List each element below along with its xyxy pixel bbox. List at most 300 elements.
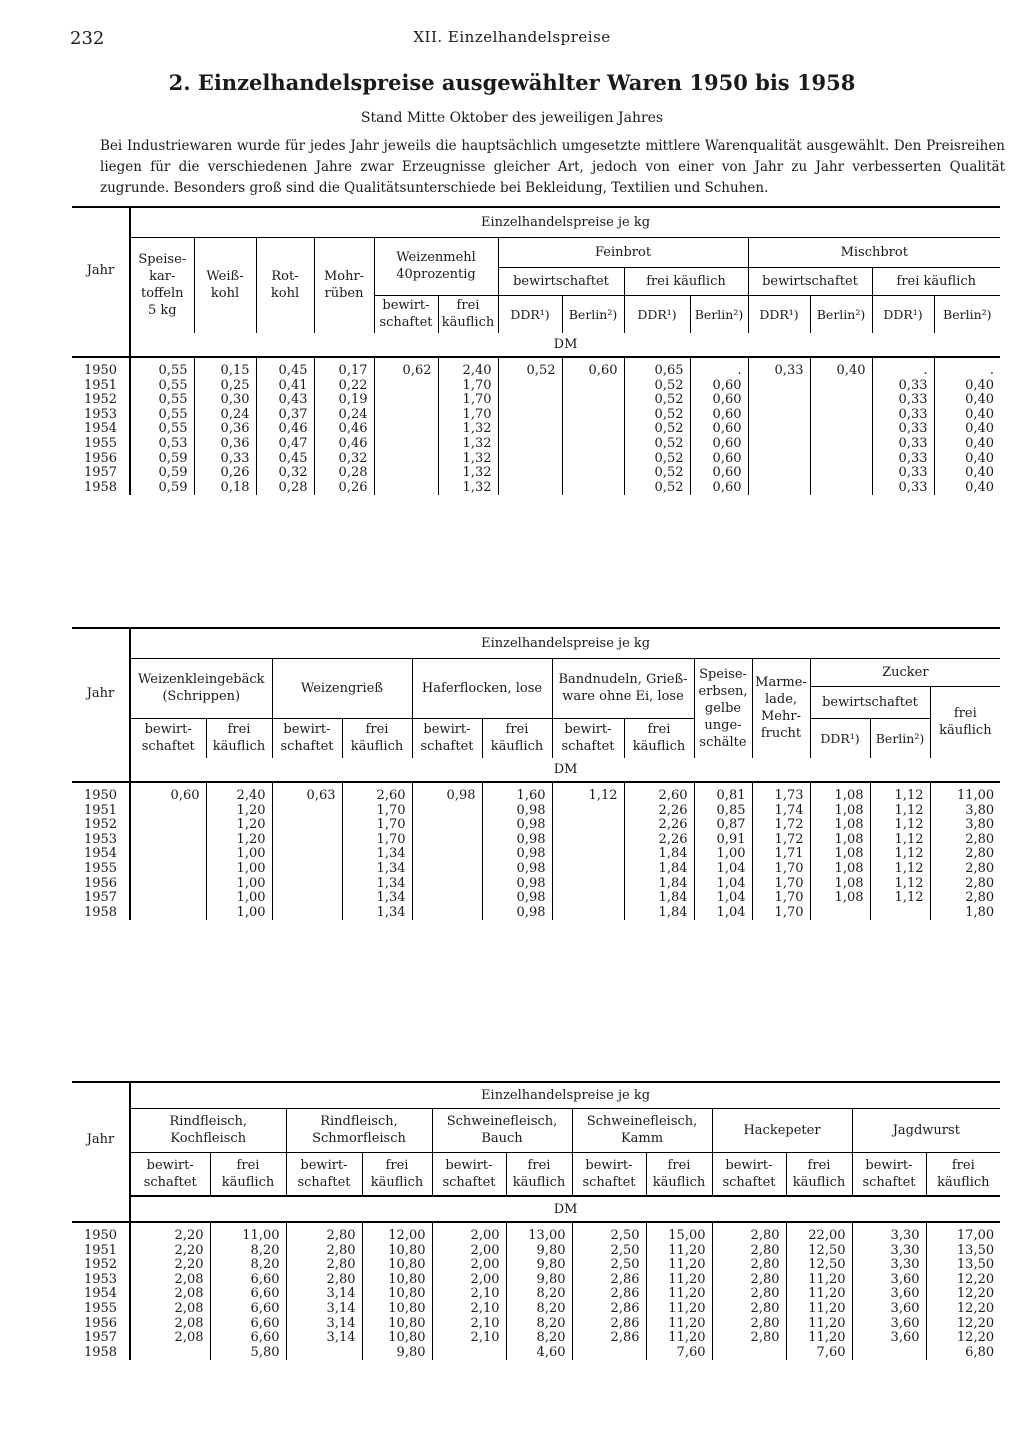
table-cell: 0,59 — [158, 479, 188, 495]
table-cell: 0,60 — [712, 421, 742, 437]
frei-label: frei — [385, 1157, 409, 1173]
table-cell: 0,98 — [446, 788, 476, 803]
table-cell: 10,80 — [388, 1330, 426, 1346]
table-cell: 12,50 — [808, 1257, 846, 1273]
table-cell: 1,20 — [236, 802, 266, 818]
table-cell: 1953 — [83, 831, 118, 847]
table-cell: 0,40 — [965, 377, 995, 393]
table-cell: 2,80 — [965, 831, 995, 847]
feinbrot-bew-berlin-header: Berlin²) — [562, 295, 624, 333]
table-cell: 6,60 — [250, 1286, 280, 1302]
frei-label: frei — [236, 1157, 260, 1173]
table-cell: 11,20 — [668, 1257, 706, 1273]
bewirt-label: bewirt- — [585, 1157, 633, 1173]
table-cell: 1,04 — [716, 904, 746, 920]
table-cell: 1952 — [83, 392, 118, 408]
table-cell: 1,08 — [834, 875, 864, 891]
zucker-ddr-header: DDR¹) — [810, 718, 870, 758]
table-cell: 2,80 — [750, 1286, 780, 1302]
table-cell: 0,87 — [716, 817, 746, 833]
table-cell: 1,70 — [462, 406, 492, 422]
table-cell: 1,32 — [462, 479, 492, 495]
table-cell: 4,60 — [536, 1344, 566, 1360]
table-meat — [72, 1081, 1000, 1360]
table-cell: 0,52 — [654, 392, 684, 408]
frei-label: frei — [527, 1157, 551, 1173]
table-cell: 0,59 — [158, 450, 188, 466]
table-cell: 0,52 — [654, 377, 684, 393]
table-cell: 0,33 — [898, 377, 928, 393]
schaftet-label: schaftet — [722, 1174, 776, 1190]
table-cell: 1,84 — [658, 890, 688, 906]
feinbrot-bew-ddr-header: DDR¹) — [498, 295, 562, 333]
table-cell: 5,80 — [250, 1344, 280, 1360]
weizengriess-header: Weizengrieß — [272, 658, 412, 718]
table-cell: 0,98 — [516, 875, 546, 891]
kaeuflich-label: käuflich — [937, 1174, 990, 1190]
table-cell: 1,12 — [588, 788, 618, 803]
table-cell: 0,22 — [338, 377, 368, 393]
weizenmehl-kaeuflich-label: käuflich — [441, 315, 495, 331]
table-cell: 6,60 — [250, 1330, 280, 1346]
table-cell: 1,12 — [894, 846, 924, 862]
table-cell: 3,60 — [890, 1330, 920, 1346]
table-cell: 1,08 — [834, 846, 864, 862]
data-column — [694, 782, 752, 920]
table-cell: 1,12 — [894, 817, 924, 833]
table-cell: 1,00 — [236, 846, 266, 862]
bewirt-label: bewirt- — [300, 1157, 348, 1173]
table-cell: 7,60 — [676, 1344, 706, 1360]
data-column — [412, 782, 482, 920]
table-cell: 2,60 — [376, 788, 406, 803]
table-cell: 13,50 — [956, 1257, 995, 1273]
table-cell: 0,46 — [278, 421, 308, 437]
table-cell: 1,60 — [516, 788, 546, 803]
table-cell: 1,34 — [376, 904, 406, 920]
data-column — [438, 357, 498, 495]
kaeuflich-label: käuflich — [212, 739, 266, 755]
table-cell: 10,80 — [388, 1242, 426, 1258]
mischbrot-bew-ddr-header: DDR¹) — [748, 295, 810, 333]
table-cell: 0,28 — [278, 479, 308, 495]
table-cell: 0,55 — [158, 392, 188, 408]
schaftet-label: schaftet — [297, 1174, 351, 1190]
data-column — [624, 357, 690, 495]
table-cell: 0,53 — [158, 435, 188, 451]
table-cell: 0,63 — [306, 788, 336, 803]
table-cell: 0,98 — [516, 831, 546, 847]
table-cell: 9,80 — [536, 1271, 566, 1287]
mischbrot-header: Mischbrot — [748, 237, 1000, 267]
kaeuflich-label: käuflich — [490, 739, 544, 755]
bewirt-label: bewirt- — [283, 722, 331, 738]
bewirt-label: bewirt- — [144, 722, 192, 738]
data-column — [786, 1222, 852, 1360]
zucker-frei-label: frei — [953, 706, 977, 722]
table-cell: 0,98 — [516, 802, 546, 818]
table-cell: 1954 — [83, 421, 118, 437]
table-cell: 2,40 — [462, 363, 492, 378]
data-column — [286, 1222, 362, 1360]
data-column — [934, 357, 1000, 495]
kaeuflich-label: käuflich — [512, 1174, 566, 1190]
table-cell: 2,26 — [658, 817, 688, 833]
table-cell: 11,20 — [808, 1330, 846, 1346]
table-cell: 0,17 — [338, 363, 368, 378]
table-cell: 11,20 — [808, 1315, 846, 1331]
table-cell: 1,80 — [965, 904, 995, 920]
data-column — [872, 357, 934, 495]
page-number: 232 — [70, 28, 105, 49]
table-cell: 0,52 — [654, 421, 684, 437]
kaeuflich-label: käuflich — [632, 739, 686, 755]
dm-unit-label: DM — [130, 758, 1000, 782]
table-cell: 1,71 — [774, 846, 804, 862]
table-cell: 2,86 — [610, 1286, 640, 1302]
page-title: 2. Einzelhandelspreise ausgewählter Waren 1950 bis 1958 — [168, 70, 856, 95]
table-cell: 1,00 — [236, 904, 266, 920]
table-cell: 0,33 — [220, 450, 250, 466]
table-cell: 2,26 — [658, 802, 688, 818]
table-cell: 0,47 — [278, 435, 308, 451]
table-cell: 0,46 — [338, 435, 368, 451]
table-cell: 0,98 — [516, 890, 546, 906]
data-column — [256, 357, 314, 495]
speiseerbsen-header: Speise- erbsen, gelbe unge- schälte — [694, 658, 752, 758]
table-cell: 1,70 — [376, 817, 406, 833]
table-cell: 0,52 — [654, 406, 684, 422]
table-cell: 11,00 — [956, 788, 995, 803]
table-cell: 1,84 — [658, 846, 688, 862]
rindfleisch-schmorfleisch-header: Rindfleisch, Schmorfleisch — [286, 1108, 432, 1152]
table-cell: 1953 — [83, 1271, 118, 1287]
speisekartoffeln-header: Speise- kar- toffeln 5 kg — [130, 237, 194, 333]
table-cell: 2,80 — [750, 1271, 780, 1287]
table-cell: 0,33 — [898, 435, 928, 451]
einzelhandelspreise-header: Einzelhandelspreise je kg — [130, 207, 1000, 237]
frei-label: frei — [365, 722, 389, 738]
table-cell: 0,60 — [712, 435, 742, 451]
table-cell: 9,80 — [536, 1242, 566, 1258]
table-cell: 1951 — [83, 1242, 118, 1258]
table-cell: 1955 — [83, 1300, 118, 1316]
table-cell: 1957 — [83, 465, 118, 481]
zucker-kaeuflich-label: käuflich — [939, 723, 992, 739]
table-cell: 6,60 — [250, 1315, 280, 1331]
table-cell: 1,32 — [462, 465, 492, 481]
table-cell: 0,19 — [338, 392, 368, 408]
table-cell: 0,33 — [774, 363, 804, 378]
schweinefleisch-kamm-header: Schweinefleisch, Kamm — [572, 1108, 712, 1152]
data-column — [362, 1222, 432, 1360]
table-cell: 10,80 — [388, 1286, 426, 1302]
table-cell: 3,14 — [326, 1315, 356, 1331]
table-cell: 1952 — [83, 817, 118, 833]
table-cell: 1,70 — [376, 802, 406, 818]
schaftet-label: schaftet — [420, 739, 474, 755]
year-column — [72, 1222, 130, 1360]
table-cell: 1,08 — [834, 831, 864, 847]
table-cell: 1,84 — [658, 875, 688, 891]
table-cell: 3,30 — [890, 1228, 920, 1243]
table-cell: 1,34 — [376, 860, 406, 876]
table-cell: 11,20 — [668, 1315, 706, 1331]
table-cell: 0,40 — [965, 435, 995, 451]
table-cell: 2,00 — [470, 1242, 500, 1258]
table-cell: 1,70 — [774, 860, 804, 876]
table-cell: 1,04 — [716, 860, 746, 876]
table-cell: 0,25 — [220, 377, 250, 393]
table-cell: 0,26 — [220, 465, 250, 481]
kaeuflich-label: käuflich — [350, 739, 404, 755]
table-cell: 0,98 — [516, 904, 546, 920]
data-column — [194, 357, 256, 495]
table-cell: 1,08 — [834, 817, 864, 833]
table-cell: 0,24 — [338, 406, 368, 422]
table-cell: 1957 — [83, 1330, 118, 1346]
table-cell: 1,34 — [376, 890, 406, 906]
frei-label: frei — [505, 722, 529, 738]
table-cell: 1951 — [83, 377, 118, 393]
bewirt-label: bewirt- — [146, 1157, 194, 1173]
table-cell: 3,14 — [326, 1330, 356, 1346]
table-cell: 0,43 — [278, 392, 308, 408]
table-cell: 13,50 — [956, 1242, 995, 1258]
kaeuflich-label: käuflich — [370, 1174, 424, 1190]
table-cell: 1958 — [83, 479, 118, 495]
table-cell: 12,20 — [956, 1315, 995, 1331]
bandnudeln-header: Bandnudeln, Grieß- ware ohne Ei, lose — [552, 658, 694, 718]
data-column — [810, 782, 870, 920]
table-cell: 8,20 — [536, 1315, 566, 1331]
data-column — [624, 782, 694, 920]
table-cell: 0,41 — [278, 377, 308, 393]
table-cell: 2,20 — [174, 1242, 204, 1258]
table-cell: 3,80 — [965, 802, 995, 818]
table-cell: 11,20 — [668, 1330, 706, 1346]
data-column — [432, 1222, 506, 1360]
table-cell: 1,70 — [462, 392, 492, 408]
table-cell: 1,84 — [658, 860, 688, 876]
table-cell: 3,60 — [890, 1286, 920, 1302]
table-cell: 11,20 — [668, 1300, 706, 1316]
bewirt-label: bewirt- — [865, 1157, 913, 1173]
table-cell: 3,30 — [890, 1242, 920, 1258]
table-cell: 1,12 — [894, 890, 924, 906]
table-cell: 2,80 — [326, 1242, 356, 1258]
table-cell: 3,80 — [965, 817, 995, 833]
table-cell: 2,80 — [750, 1257, 780, 1273]
data-column — [562, 357, 624, 495]
table-cell: 1958 — [83, 1344, 118, 1360]
table-cell: 2,20 — [174, 1257, 204, 1273]
table-cell: 1,73 — [774, 788, 804, 803]
year-column — [72, 782, 130, 920]
table-cell: 1,12 — [894, 788, 924, 803]
table-cell: 6,60 — [250, 1300, 280, 1316]
data-column — [926, 1222, 1000, 1360]
table-cell: 0,26 — [338, 479, 368, 495]
table-cell: 1,34 — [376, 875, 406, 891]
table-cell: 2,80 — [965, 860, 995, 876]
table-cell: 1,34 — [376, 846, 406, 862]
table-cell: . — [923, 363, 928, 378]
table-cell: 11,20 — [808, 1271, 846, 1287]
marmelade-header: Marme- lade, Mehr- frucht — [752, 658, 810, 758]
table-cell: 1,72 — [774, 831, 804, 847]
rindfleisch-kochfleisch-header: Rindfleisch, Kochfleisch — [130, 1108, 286, 1152]
table-cell: 12,20 — [956, 1271, 995, 1287]
table-cell: 1955 — [83, 435, 118, 451]
table-cell: 8,20 — [536, 1330, 566, 1346]
table-cell: 11,20 — [668, 1271, 706, 1287]
table-cell: 2,50 — [610, 1242, 640, 1258]
table-cell: 0,60 — [588, 363, 618, 378]
table-cell: 1,74 — [774, 802, 804, 818]
table-cell: 7,60 — [816, 1344, 846, 1360]
table-cell: 1,08 — [834, 788, 864, 803]
dm-unit-label: DM — [130, 1196, 1000, 1222]
table-cell: 0,81 — [716, 788, 746, 803]
table-cell: 1,00 — [236, 860, 266, 876]
table-cell: 1,12 — [894, 802, 924, 818]
table-cell: 2,00 — [470, 1257, 500, 1273]
table-cell: 1,04 — [716, 890, 746, 906]
feinbrot-frei-header: frei käuflich — [624, 267, 748, 295]
table-cell: 0,52 — [526, 363, 556, 378]
table-cell: 1,70 — [462, 377, 492, 393]
mohrrueben-header: Mohr- rüben — [314, 237, 374, 333]
mischbrot-frei-header: frei käuflich — [872, 267, 1000, 295]
bewirt-label: bewirt- — [423, 722, 471, 738]
table-cell: 2,80 — [750, 1315, 780, 1331]
data-column — [572, 1222, 646, 1360]
frei-label: frei — [227, 722, 251, 738]
kaeuflich-label: käuflich — [652, 1174, 706, 1190]
table-cell: 2,50 — [610, 1228, 640, 1243]
table-cell: 9,80 — [536, 1257, 566, 1273]
table-cell: . — [989, 363, 995, 378]
table-cell: 2,20 — [174, 1228, 204, 1243]
table-cell: 2,08 — [174, 1330, 204, 1346]
table-cell: 1,70 — [774, 890, 804, 906]
table-cell: 0,60 — [712, 406, 742, 422]
table-cell: 0,60 — [170, 788, 200, 803]
table-cell: 1,12 — [894, 860, 924, 876]
table-cell: 10,80 — [388, 1257, 426, 1273]
weizenmehl-header: Weizenmehl 40prozentig — [374, 237, 498, 295]
table-cell: 1950 — [83, 1228, 118, 1243]
frei-label: frei — [951, 1157, 975, 1173]
table-cell: 3,60 — [890, 1315, 920, 1331]
table-cell: 0,60 — [712, 465, 742, 481]
frei-label: frei — [667, 1157, 691, 1173]
table-cell: 1,20 — [236, 817, 266, 833]
table-cell: 1,08 — [834, 802, 864, 818]
data-column — [712, 1222, 786, 1360]
zucker-header: Zucker — [810, 658, 1000, 686]
zucker-berlin-header: Berlin²) — [870, 718, 930, 758]
jahr-header: Jahr — [72, 628, 130, 758]
table-cell: 0,59 — [158, 465, 188, 481]
data-column — [342, 782, 412, 920]
table-cell: 1951 — [83, 802, 118, 818]
table-cell: 0,40 — [965, 406, 995, 422]
table-cell: 0,33 — [898, 479, 928, 495]
table-cell: 11,20 — [668, 1286, 706, 1302]
table-cell: 1954 — [83, 846, 118, 862]
table-cell: 0,98 — [516, 860, 546, 876]
table-cell: 2,80 — [965, 890, 995, 906]
table-cell: 2,80 — [326, 1228, 356, 1243]
feinbrot-frei-berlin-header: Berlin²) — [690, 295, 748, 333]
table-cell: 1958 — [83, 904, 118, 920]
year-column — [72, 357, 130, 495]
table-cell: 6,60 — [250, 1271, 280, 1287]
table-cell: 1,70 — [774, 875, 804, 891]
table-cell: 10,80 — [388, 1300, 426, 1316]
mischbrot-bew-berlin-header: Berlin²) — [810, 295, 872, 333]
table-cell: 3,60 — [890, 1300, 920, 1316]
table-cell: 0,55 — [158, 363, 188, 378]
table-cell: 0,65 — [654, 363, 684, 378]
feinbrot-header: Feinbrot — [498, 237, 748, 267]
table-cell: 11,00 — [242, 1228, 280, 1243]
table-cell: 2,50 — [610, 1257, 640, 1273]
table-cell: 0,40 — [965, 450, 995, 466]
table-cell: 2,40 — [236, 788, 266, 803]
table-cell: 1,00 — [236, 890, 266, 906]
schaftet-label: schaftet — [561, 739, 615, 755]
table-cell: 0,52 — [654, 465, 684, 481]
table-cell: 0,60 — [712, 392, 742, 408]
jahr-header: Jahr — [72, 207, 130, 333]
table-cell: 2,08 — [174, 1271, 204, 1287]
table-cell: 2,00 — [470, 1228, 500, 1243]
data-column — [498, 357, 562, 495]
rotkohl-header: Rot- kohl — [256, 237, 314, 333]
frei-label: frei — [647, 722, 671, 738]
table-cell: 0,15 — [220, 363, 250, 378]
table-cell: 1,00 — [236, 875, 266, 891]
table-cell: 1,12 — [894, 831, 924, 847]
table-cell: 2,86 — [610, 1300, 640, 1316]
table-cell: 0,33 — [898, 392, 928, 408]
table-cell: 2,80 — [750, 1228, 780, 1243]
table-cell: 1954 — [83, 1286, 118, 1302]
table-cell: 2,86 — [610, 1330, 640, 1346]
weizenkleingebaeck-header: Weizenkleingebäck (Schrippen) — [130, 658, 272, 718]
table-cell: 2,86 — [610, 1271, 640, 1287]
jagdwurst-header: Jagdwurst — [852, 1108, 1000, 1152]
table-cell: 0,33 — [898, 421, 928, 437]
table-cell: 0,32 — [338, 450, 368, 466]
table-cell: 0,55 — [158, 421, 188, 437]
table-cell: 0,40 — [965, 392, 995, 408]
data-column — [130, 357, 194, 495]
mischbrot-frei-berlin-header: Berlin²) — [934, 295, 1000, 333]
table-cell: 2,86 — [610, 1315, 640, 1331]
chapter-heading: XII. Einzelhandelspreise — [413, 28, 611, 46]
table-cell: 2,08 — [174, 1300, 204, 1316]
table-cell: 0,52 — [654, 450, 684, 466]
table-cell: 1952 — [83, 1257, 118, 1273]
table-cell: 0,40 — [965, 421, 995, 437]
page-subtitle: Stand Mitte Oktober des jeweiligen Jahres — [360, 110, 664, 126]
table-cell: 0,60 — [712, 479, 742, 495]
einzelhandelspreise-header: Einzelhandelspreise je kg — [130, 1082, 1000, 1108]
